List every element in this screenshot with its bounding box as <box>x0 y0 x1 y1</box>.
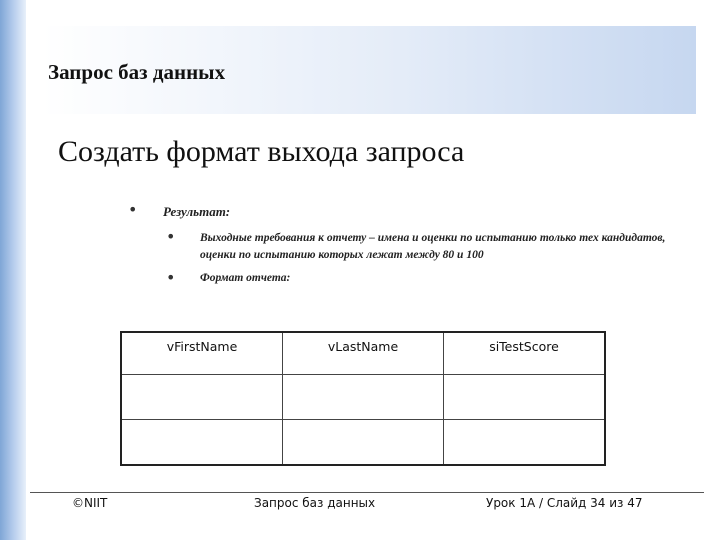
bullet-result-label: Результат: <box>163 204 231 219</box>
table-row <box>121 419 605 465</box>
sub-bullet-marker: • <box>166 227 176 246</box>
sub-bullet-marker: • <box>166 268 176 287</box>
table-cell <box>121 419 283 465</box>
bullet-marker: • <box>128 200 138 219</box>
report-format-table <box>120 331 606 466</box>
table-cell <box>121 374 283 419</box>
footer-slide-number: Урок 1A / Слайд 34 из 47 <box>486 496 643 510</box>
footer-course-name: Запрос баз данных <box>254 496 376 510</box>
table-header-row <box>121 332 605 374</box>
left-decorative-stripe <box>0 0 26 540</box>
table-cell <box>444 419 606 465</box>
column-header-last-name: vLastName <box>283 332 444 374</box>
header-title: Запрос баз данных <box>48 60 226 84</box>
table-cell <box>283 419 444 465</box>
footer-copyright: ©NIIT <box>72 496 108 510</box>
footer-divider <box>30 492 704 493</box>
sub-bullet-requirements: Выходные требования к отчету – имена и оценки по испытанию только тех кандидатов, оценки по испытанию которых лежат между 80 и 100 <box>200 232 666 261</box>
table-cell <box>444 374 606 419</box>
table-row <box>121 374 605 419</box>
table-cell <box>283 374 444 419</box>
sub-bullet-report-format: Формат отчета: <box>200 272 291 284</box>
column-header-first-name: vFirstName <box>121 332 283 374</box>
column-header-test-score: siTestScore <box>444 332 606 374</box>
slide-title: Создать формат выхода запроса <box>58 135 465 168</box>
